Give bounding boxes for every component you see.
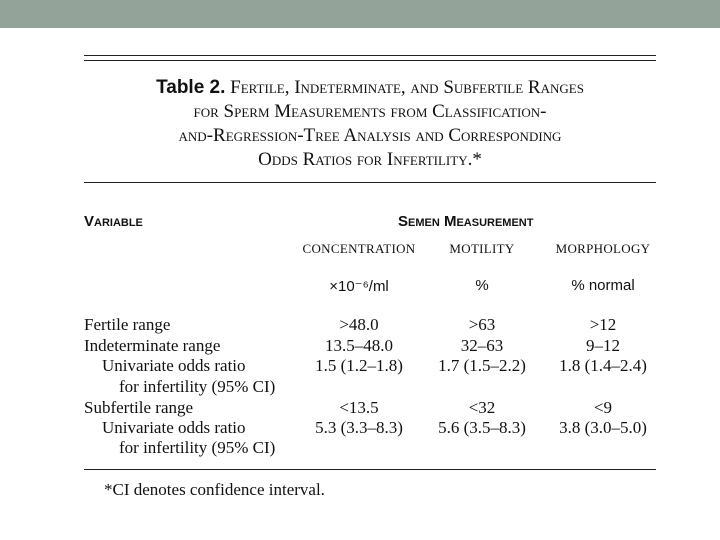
- unit-morphology: % normal: [571, 277, 635, 294]
- row-label: Indeterminate range: [84, 336, 221, 355]
- row-label: Univariate odds ratio: [102, 356, 246, 375]
- bottom-rule: [84, 469, 656, 470]
- cell-morphology: <9: [593, 398, 613, 417]
- cell-concentration: >48.0: [339, 315, 379, 334]
- row-label: Fertile range: [84, 315, 171, 334]
- cell-motility: <32: [468, 398, 496, 417]
- row-label: Subfertile range: [84, 398, 194, 417]
- column-header-concentration: CONCENTRATION: [302, 241, 416, 256]
- table-row: [0, 376, 720, 397]
- table-row: [0, 437, 720, 458]
- row-label: Univariate odds ratio: [102, 418, 246, 437]
- title-line-3: and-Regression-Tree Analysis and Corresponding: [178, 125, 562, 146]
- unit-concentration: ×10⁻⁶/ml: [329, 278, 389, 295]
- footnote: *CI denotes confidence interval.: [104, 480, 325, 499]
- cell-motility: 32–63: [460, 336, 504, 355]
- top-double-rule-1: [84, 55, 656, 56]
- cell-motility: 5.6 (3.5–8.3): [438, 418, 526, 437]
- table-row: [0, 314, 720, 335]
- top-double-rule-2: [84, 60, 656, 61]
- slide-top-bar: [0, 0, 720, 28]
- cell-motility: 1.7 (1.5–2.2): [438, 356, 526, 375]
- column-header-morphology: MORPHOLOGY: [555, 241, 651, 256]
- row-label: for infertility (95% CI): [119, 438, 276, 457]
- table-row: [0, 355, 720, 376]
- semen-measurement-header: Semen Measurement: [398, 213, 534, 230]
- table-title: [84, 76, 656, 172]
- cell-morphology: >12: [589, 315, 617, 334]
- cell-morphology: 3.8 (3.0–5.0): [559, 418, 647, 437]
- unit-motility: %: [475, 277, 489, 294]
- variable-header: Variable: [84, 213, 143, 230]
- table-row: [0, 335, 720, 356]
- table-row: [0, 397, 720, 418]
- cell-concentration: <13.5: [339, 398, 379, 417]
- cell-morphology: 9–12: [586, 336, 620, 355]
- header-rule: [84, 182, 656, 183]
- cell-concentration: 5.3 (3.3–8.3): [315, 418, 403, 437]
- table-label: Table 2.: [156, 77, 226, 98]
- column-header-motility: MOTILITY: [449, 241, 515, 256]
- title-line-4: Odds Ratios for Infertility.*: [258, 149, 482, 170]
- cell-concentration: 13.5–48.0: [325, 336, 393, 355]
- cell-motility: >63: [468, 315, 496, 334]
- cell-concentration: 1.5 (1.2–1.8): [315, 356, 403, 375]
- table-row: [0, 417, 720, 438]
- row-label: for infertility (95% CI): [119, 377, 276, 396]
- title-line-2: for Sperm Measurements from Classification-: [193, 101, 547, 122]
- cell-morphology: 1.8 (1.4–2.4): [559, 356, 647, 375]
- title-line-1: Table 2. Fertile, Indeterminate, and Subfertile Ranges: [156, 77, 584, 98]
